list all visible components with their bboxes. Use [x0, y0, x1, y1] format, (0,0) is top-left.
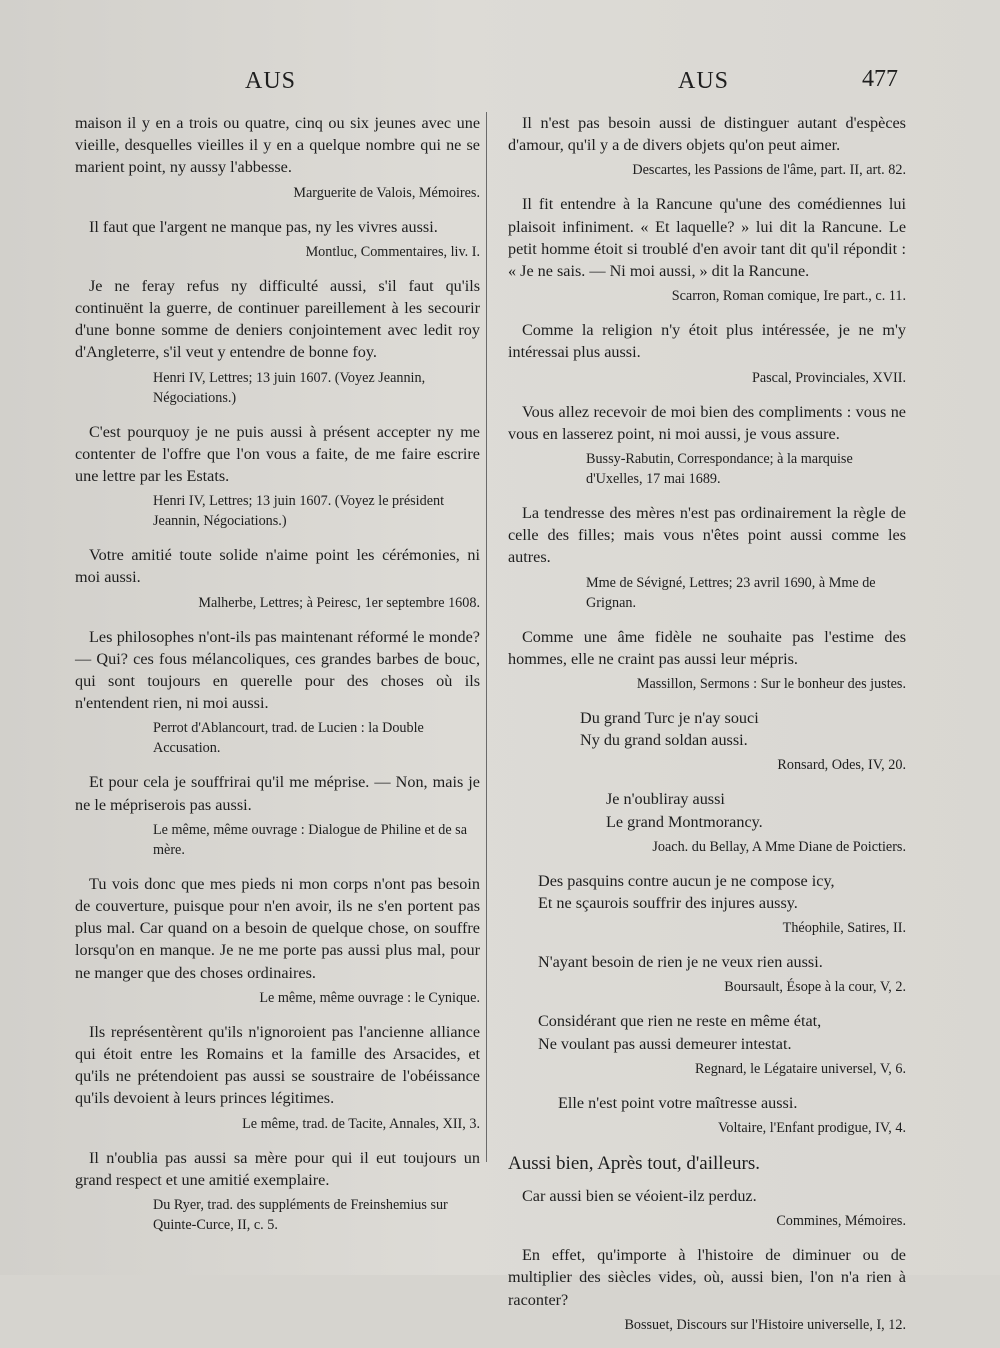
quotation — [508, 1244, 906, 1335]
page-number: 477 — [862, 66, 898, 92]
verse-lines — [508, 1010, 906, 1054]
verse-line: Et ne sçaurois souffrir des injures aussy. — [538, 894, 798, 913]
quotation-source: Henri IV, Lettres; 13 juin 1607. (Voyez Jeannin, Négociations.) — [153, 369, 426, 406]
running-head-left: AUS — [245, 68, 297, 94]
quotation-text: Je ne feray refus ny difficulté aussi, s'il faut qu'ils continuënt la guerre, de continuer pareillement à les secourir d'une bonne somme de deniers conjointement avec ledit roy d'Angleterre, s'il veut y entendre de bonne foy. — [75, 276, 480, 362]
left-column — [75, 112, 480, 1248]
quotation-source: Le même, trad. de Tacite, Annales, XII, 3. — [242, 1115, 480, 1132]
quotation — [508, 193, 906, 306]
quotation-source: Pascal, Provinciales, XVII. — [751, 369, 906, 386]
quotation — [508, 112, 906, 180]
quotation — [75, 626, 480, 759]
quotation-source: Malherbe, Lettres; à Peiresc, 1er septembre 1608. — [198, 594, 480, 611]
quotation-source: Bussy-Rabutin, Correspondance; à la marquise d'Uxelles, 17 mai 1689. — [586, 451, 853, 488]
quotation — [75, 1147, 480, 1235]
quotation-source: Boursault, Ésope à la cour, V, 2. — [724, 979, 906, 996]
quotation-source: Du Ryer, trad. des suppléments de Freinshemius sur Quinte-Curce, II, c. 5. — [153, 1197, 448, 1234]
verse-quotation — [508, 1092, 906, 1138]
quotation — [75, 421, 480, 532]
verse-lines — [508, 1092, 906, 1114]
verse-line: Elle n'est point votre maîtresse aussi. — [558, 1093, 798, 1112]
quotation-text: Et pour cela je souffrirai qu'il me méprise. — Non, mais je ne le mépriserois pas aussi. — [75, 773, 480, 814]
quotation — [508, 319, 906, 387]
quotation — [75, 1021, 480, 1134]
quotation-source: Le même, même ouvrage : le Cynique. — [259, 989, 480, 1006]
quotation-source: Descartes, les Passions de l'âme, part. II, art. 82. — [632, 162, 906, 179]
verse-lines — [508, 951, 906, 973]
quotation — [508, 502, 906, 613]
quotation — [75, 771, 480, 859]
quotation-text: Vous allez recevoir de moi bien des compliments : vous ne vous en lasserez point, ni moi aussi, je vous assure. — [508, 402, 906, 443]
verse-line: Considérant que rien ne reste en même état, — [538, 1012, 822, 1031]
quotation-text: Il faut que l'argent ne manque pas, ny les vivres aussi. — [89, 217, 438, 236]
quotation — [508, 626, 906, 694]
quotation-text: Comme une âme fidèle ne souhaite pas l'estime des hommes, elle ne craint pas aussi leur mépris. — [508, 627, 906, 668]
quotation-source: Massillon, Sermons : Sur le bonheur des justes. — [636, 676, 906, 693]
quotation-source: Marguerite de Valois, Mémoires. — [293, 184, 480, 201]
quotation — [75, 275, 480, 408]
right-column — [508, 112, 906, 1348]
quotation-text: Comme la religion n'y étoit plus intéressée, je ne m'y intéressai plus aussi. — [508, 321, 906, 362]
quotation-source: Perrot d'Ablancourt, trad. de Lucien : la Double Accusation. — [153, 720, 424, 757]
subsection-heading: Aussi bien, Après tout, d'ailleurs. — [508, 1153, 760, 1175]
running-head-right: AUS — [678, 68, 730, 94]
quotation-text: Il n'oublia pas aussi sa mère pour qui il eut toujours un grand respect et une amitié exemplaire. — [75, 1148, 480, 1189]
quotation-source: Regnard, le Légataire universel, V, 6. — [694, 1060, 906, 1077]
quotation-source: Le même, même ouvrage : Dialogue de Philine et de sa mère. — [153, 821, 467, 858]
verse-line: Du grand Turc je n'ay souci — [580, 709, 759, 728]
verse-line: Je n'oubliray aussi — [606, 790, 725, 809]
quotation-source: Théophile, Satires, II. — [782, 920, 906, 937]
verse-quotation — [508, 951, 906, 997]
verse-line: N'ayant besoin de rien je ne veux rien aussi. — [538, 953, 823, 972]
verse-quotation — [508, 870, 906, 938]
quotation-text: Votre amitié toute solide n'aime point les cérémonies, ni moi aussi. — [75, 546, 480, 587]
quotation-text: Il n'est pas besoin aussi de distinguer autant d'espèces d'amour, qu'il y a de divers objets qu'on peut aimer. — [508, 114, 906, 155]
verse-line: Le grand Montmorancy. — [606, 812, 763, 831]
quotation-text: maison il y en a trois ou quatre, cinq ou six jeunes avec une vieille, desquelles vieilles il y en a quelque nombre qui ne se marient point, ny aussy l'abbesse. — [75, 114, 480, 177]
verse-quotation — [508, 788, 906, 856]
verse-lines — [508, 788, 906, 832]
quotation — [75, 112, 480, 203]
verse-line: Des pasquins contre aucun je ne compose icy, — [538, 871, 835, 890]
verse-lines — [508, 707, 906, 751]
quotation-source: Bossuet, Discours sur l'Histoire universelle, I, 12. — [624, 1316, 906, 1333]
verse-quotation — [508, 1010, 906, 1078]
quotation-text: Les philosophes n'ont-ils pas maintenant réformé le monde? — Qui? ces fous mélancoliques, ces grandes barbes de bouc, qui sont toujours en querelle pour des choses où ils n'entendent rien, ni moi aussi. — [75, 627, 480, 713]
quotation — [75, 544, 480, 612]
verse-lines — [508, 870, 906, 914]
quotation-source: Mme de Sévigné, Lettres; 23 avril 1690, à Mme de Grignan. — [586, 574, 876, 611]
quotation — [75, 873, 480, 1008]
verse-line: Ny du grand soldan aussi. — [580, 731, 748, 750]
quotation-source: Voltaire, l'Enfant prodigue, IV, 4. — [717, 1120, 906, 1137]
quotation-text: Tu vois donc que mes pieds ni mon corps n'ont pas besoin de couverture, puisque pour n'en avoir, ils ne s'en portent pas plus mal. Car quand on a besoin de quelque chose, on souffre lorsqu'on en manque. Je ne me porte pas aussi plus mal, pour ne manger que des choses ordinaires. — [75, 874, 480, 982]
quotation-text: Ils représentèrent qu'ils n'ignoroient pas l'ancienne alliance qui étoit entre les Romains et la famille des Arsacides, et qu'ils ne prétendoient pas aussi se soustraire de l'obéissance qu'ils devoient à leurs princes légitimes. — [75, 1022, 480, 1108]
subsection — [508, 1151, 906, 1335]
quotation-text: La tendresse des mères n'est pas ordinairement la règle de celle des filles; mais vous n'êtes point aussi comme les autres. — [508, 504, 906, 567]
quotation-source: Montluc, Commentaires, liv. I. — [305, 243, 480, 260]
quotation — [75, 216, 480, 262]
verse-quotation — [508, 707, 906, 775]
column-rule — [486, 112, 487, 1162]
quotation-source: Commines, Mémoires. — [776, 1213, 906, 1230]
quotation-source: Henri IV, Lettres; 13 juin 1607. (Voyez le président Jeannin, Négociations.) — [153, 493, 445, 530]
quotation-text: Car aussi bien se véoient-ilz perduz. — [522, 1187, 757, 1206]
quotation — [508, 401, 906, 489]
quotation-text: C'est pourquoy je ne puis aussi à présent accepter ny me contenter de l'offre que l'on vous a faite, de me faire escrire une lettre par les Estats. — [75, 422, 480, 486]
quotation-text: Il fit entendre à la Rancune qu'une des comédiennes lui plaisoit infiniment. « Et laquelle? » lui dit la Rancune. Le petit homme étoit si troublé d'en avoir tant dit qu'il répondit : « Je ne sais. — Ni moi aussi, » dit la Rancune. — [508, 195, 906, 281]
quotation-source: Ronsard, Odes, IV, 20. — [777, 757, 906, 774]
quotation-source: Scarron, Roman comique, Ire part., c. 11. — [671, 288, 906, 305]
quotation-source: Joach. du Bellay, A Mme Diane de Poictiers. — [652, 838, 906, 855]
verse-line: Ne voulant pas aussi demeurer intestat. — [538, 1034, 792, 1053]
quotation — [508, 1185, 906, 1231]
quotation-text: En effet, qu'importe à l'histoire de diminuer ou de multiplier des siècles vides, où, aussi bien, l'on n'a rien à raconter? — [508, 1246, 906, 1309]
